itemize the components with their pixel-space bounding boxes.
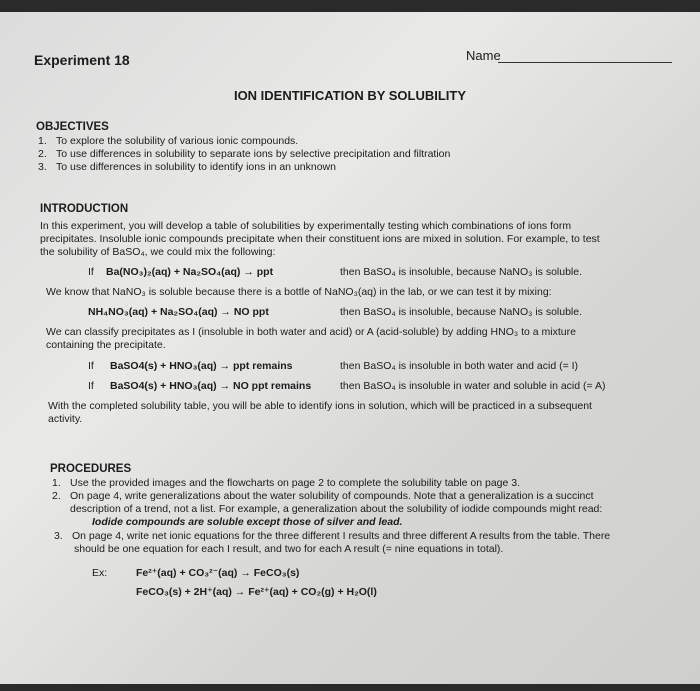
procedures-heading: PROCEDURES (50, 463, 132, 475)
example-equation-2: FeCO₃(s) + 2H⁺(aq) → Fe²⁺(aq) + CO₂(g) + H₂O(l) (136, 586, 377, 598)
intro-line: the solubility of BaSO₄, we could mix the following: (40, 246, 276, 258)
procedure-item: 1. Use the provided images and the flowcharts on page 2 to complete the solubility table on page 3. (52, 477, 521, 489)
worksheet-page (0, 12, 700, 684)
intro-line: With the completed solubility table, you will be able to identify ions in solution, which will be practiced in a subsequent (48, 400, 592, 412)
procedure-item: 3. On page 4, write net ionic equations for the three different I results and three different A results from the table. There (54, 530, 611, 542)
objective-item: 3. To use differences in solubility to identify ions in an unknown (38, 161, 336, 173)
equation-if: If (88, 266, 94, 278)
example-label: Ex: (92, 567, 108, 579)
equation-2: NH₄NO₃(aq) + Na₂SO₄(aq) → NO ppt (88, 306, 269, 318)
equation-1-conclusion: then BaSO₄ is insoluble, because NaNO₃ is soluble. (340, 266, 583, 278)
equation-1: Ba(NO₃)₂(aq) + Na₂SO₄(aq) → ppt (106, 266, 274, 278)
intro-line: precipitates. Insoluble ionic compounds precipitate when their constituent ions are mixed in solution. For example, to test (40, 233, 600, 245)
procedure-line: description of a trend, not a list. For example, a generalization about the solubility of iodide compounds might read: (70, 503, 603, 515)
intro-line: containing the precipitate. (46, 339, 166, 351)
equation-if: If (88, 380, 94, 392)
experiment-label: Experiment 18 (34, 52, 130, 68)
introduction-heading: INTRODUCTION (40, 203, 129, 215)
name-field-line[interactable] (498, 62, 672, 63)
equation-4: BaSO4(s) + HNO₃(aq) → NO ppt remains (110, 380, 312, 392)
intro-line: We know that NaNO₃ is soluble because there is a bottle of NaNO₃(aq) in the lab, or we can test it by mixing: (46, 286, 552, 298)
page-title: ION IDENTIFICATION BY SOLUBILITY (233, 88, 467, 103)
objectives-heading: OBJECTIVES (36, 121, 109, 133)
procedure-item: 2. On page 4, write generalizations about the water solubility of compounds. Note that a generalization is a succinct (52, 490, 594, 502)
intro-line: In this experiment, you will develop a table of solubilities by experimentally testing which combinations of ions form (40, 220, 572, 232)
equation-3: BaSO4(s) + HNO₃(aq) → ppt remains (110, 360, 293, 372)
equation-2-conclusion: then BaSO₄ is insoluble, because NaNO₃ is soluble. (340, 306, 583, 318)
example-equation-1: Fe²⁺(aq) + CO₃²⁻(aq) → FeCO₃(s) (136, 567, 300, 579)
intro-line: We can classify precipitates as I (insoluble in both water and acid) or A (acid-soluble) by adding HNO₃ to a mixture (46, 326, 576, 338)
objective-item: 1. To explore the solubility of various ionic compounds. (38, 135, 299, 147)
procedure-example: Iodide compounds are soluble except those of silver and lead. (92, 516, 403, 528)
equation-4-conclusion: then BaSO₄ is insoluble in water and soluble in acid (= A) (340, 380, 606, 392)
equation-if: If (88, 360, 94, 372)
name-label: Name (466, 48, 501, 63)
procedure-line: should be one equation for each I result, and two for each A result (= nine equations in total). (74, 543, 504, 555)
equation-3-conclusion: then BaSO₄ is insoluble in both water and acid (= I) (340, 360, 579, 372)
objective-item: 2. To use differences in solubility to separate ions by selective precipitation and filtration (38, 148, 451, 160)
intro-line: activity. (48, 413, 83, 425)
